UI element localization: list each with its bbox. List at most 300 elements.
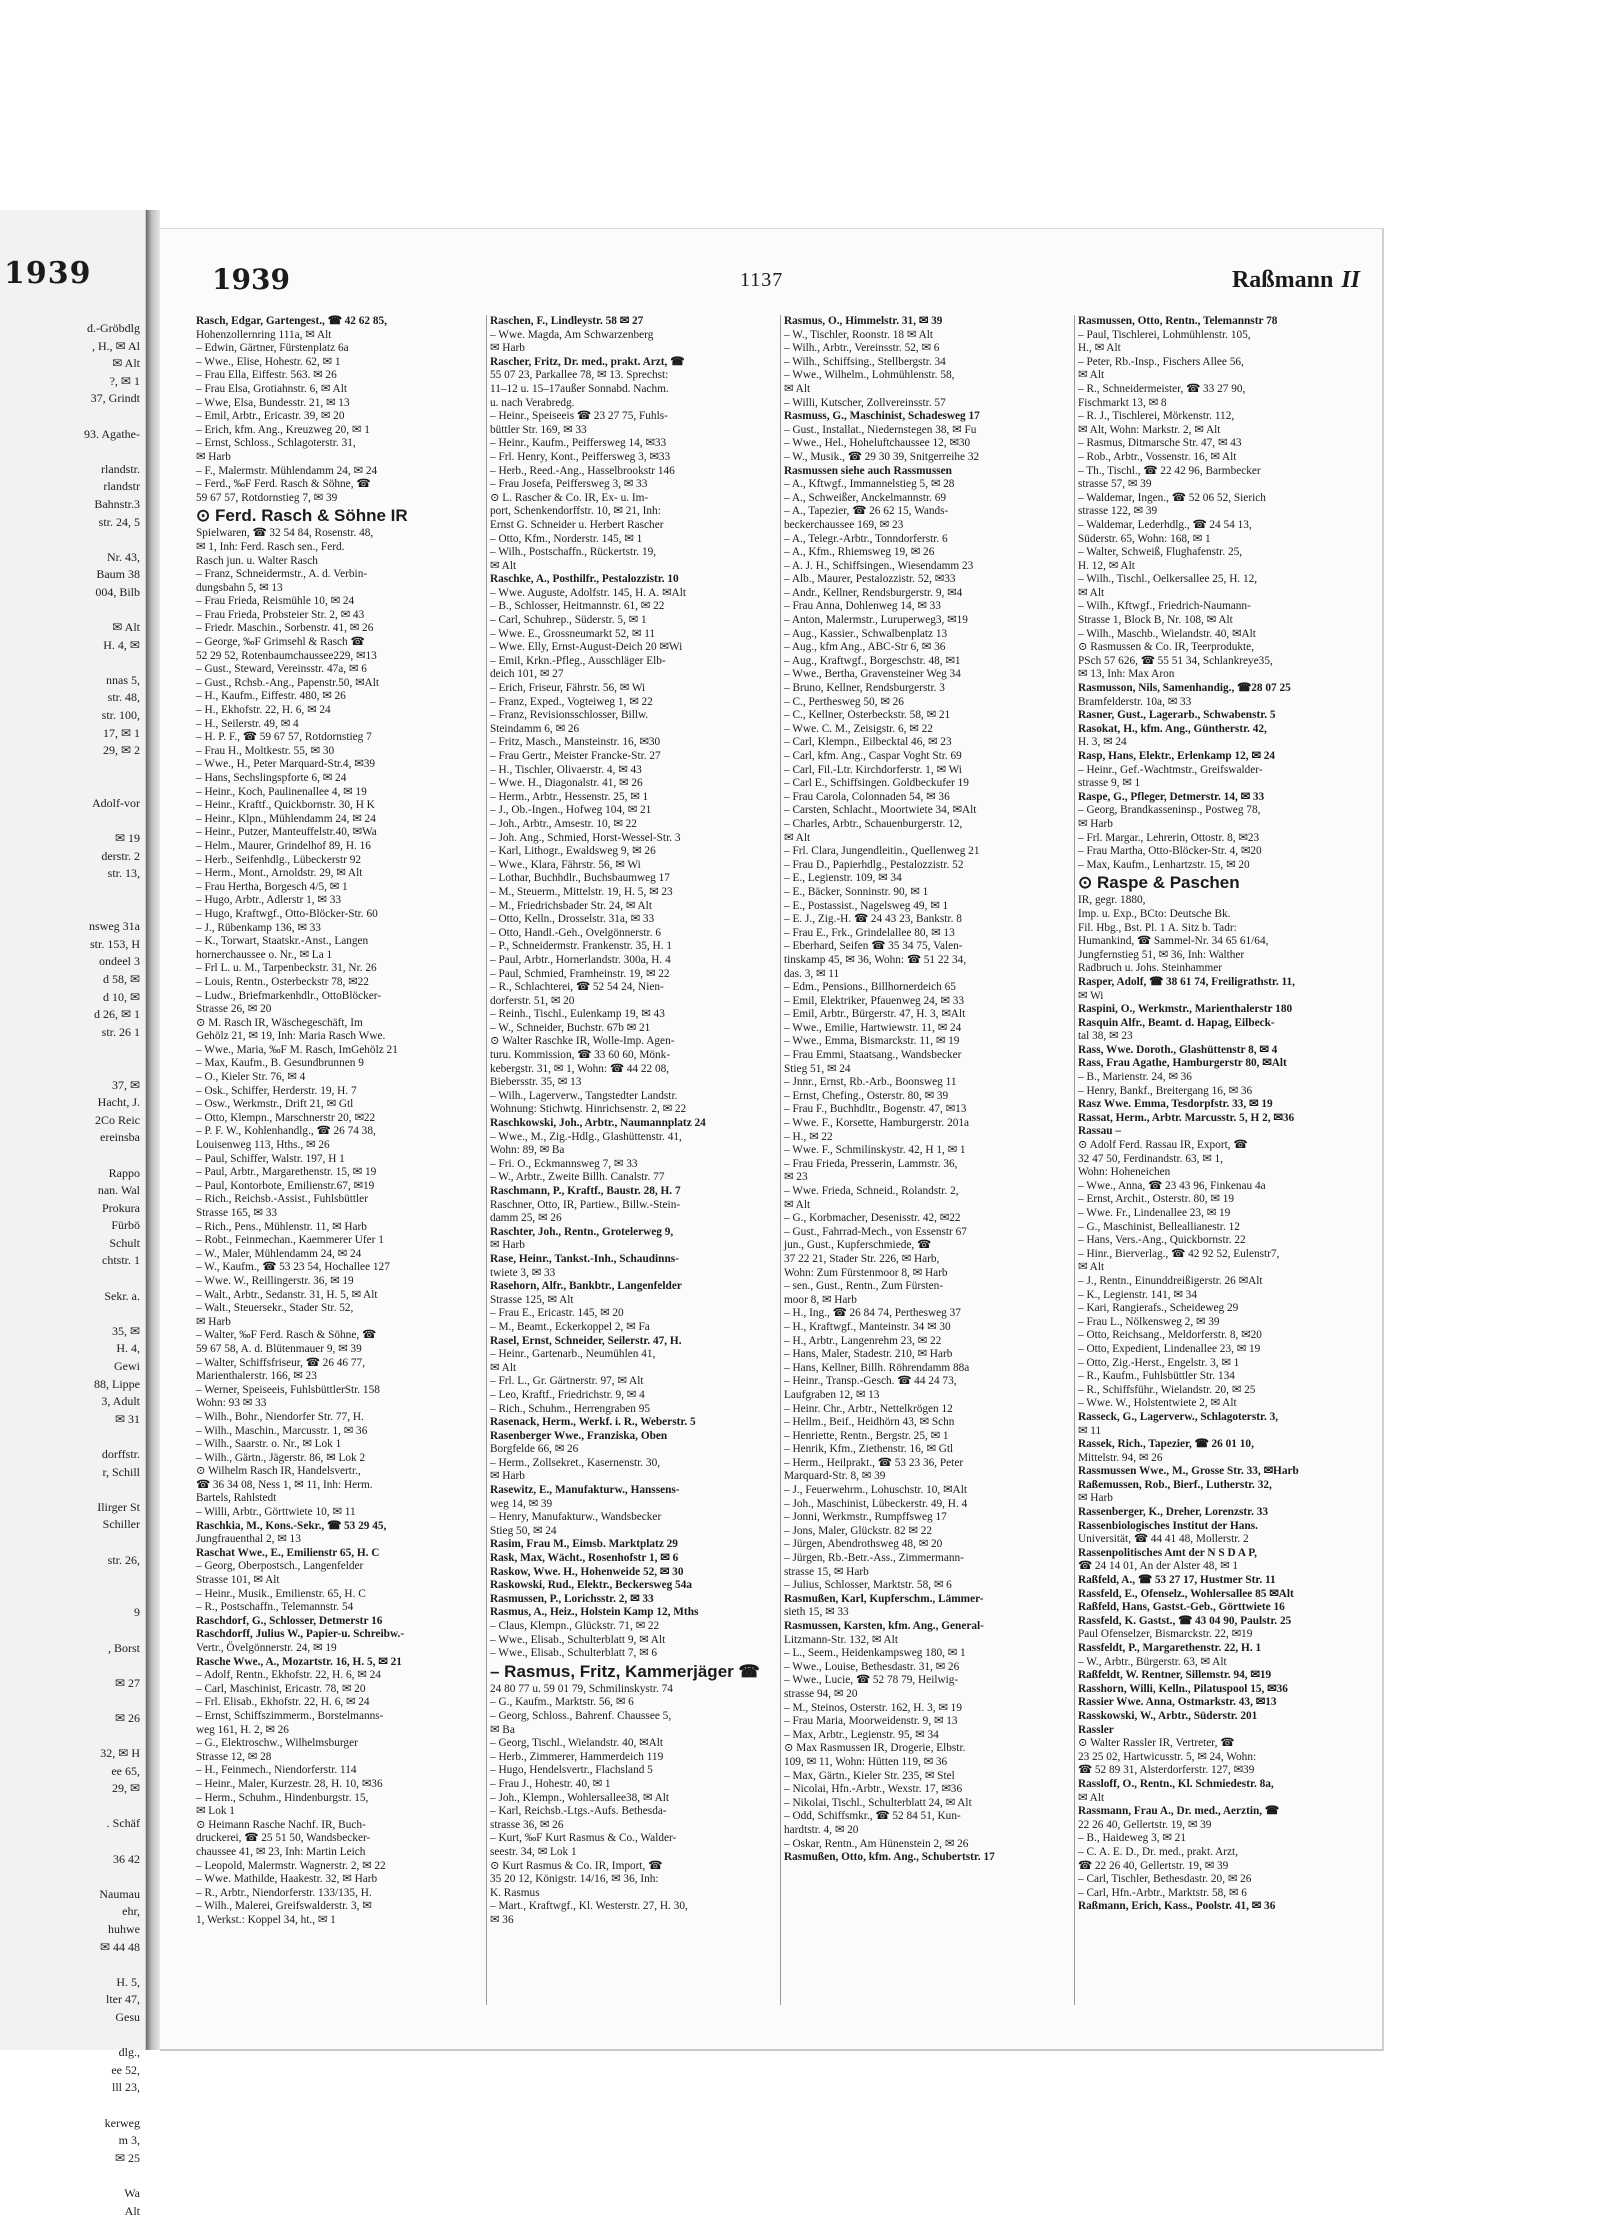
directory-entry: Louisenweg 113, Hths., ✉ 26 (196, 1139, 330, 1152)
facing-page-line: 29, ✉ 2 (102, 743, 140, 758)
directory-entry: – Herm., Zollsekret., Kasernenstr. 30, (490, 1456, 661, 1469)
directory-entry: kebergstr. 31, ✉ 1, Wohn: ☎ 44 22 08, (490, 1062, 670, 1075)
directory-entry: Fischmarkt 13, ✉ 8 (1078, 396, 1167, 409)
directory-entry: – Frl L. u. M., Tarpenbeckstr. 31, Nr. 26 (196, 962, 377, 975)
directory-entry: – Eberhard, Seifen ☎ 35 34 75, Valen- (784, 940, 963, 953)
directory-entry: – Rasmus, Ditmarsche Str. 47, ✉ 43 (1078, 437, 1242, 450)
directory-entry: – Wilh., Bohr., Niendorfer Str. 77, H. (196, 1410, 364, 1423)
facing-page-line: nnas 5, (106, 672, 140, 687)
directory-entry: – Otto, Kfm., Norderstr. 145, ✉ 1 (490, 532, 643, 545)
directory-entry: – Joh., Arbtr., Amsestr. 10, ✉ 22 (490, 817, 637, 830)
facing-page-line (4, 1833, 144, 1851)
facing-page-line: Rappo (108, 1165, 140, 1180)
facing-page-line: Alt (124, 2203, 140, 2218)
directory-entry: – G., Maschinist, Belleallianestr. 12 (1078, 1220, 1240, 1233)
directory-entry: – Emil, Krkn.-Pfleg., Ausschläger Elb- (490, 654, 666, 667)
directory-entry: – Wwe. Elly, Ernst-August-Deich 20 ✉Wi (490, 641, 683, 654)
facing-page-line: dorffstr. (101, 1447, 140, 1461)
directory-entry: weg 161, H. 2, ✉ 26 (196, 1723, 289, 1736)
directory-entry: Universität, ☎ 44 41 48, Mollerstr. 2 (1078, 1533, 1249, 1546)
directory-entry: – Franz, Schneidermstr., A. d. Verbin- (196, 568, 368, 581)
facing-page-line: derstr. 2 (101, 848, 140, 863)
facing-page-line (4, 1569, 144, 1587)
facing-page-line: lter 47, (106, 1992, 140, 2007)
facing-page-line: str. 153, H (89, 936, 140, 951)
directory-entry: – Karl, Reichsb.-Ltgs.-Aufs. Bethesda- (490, 1805, 667, 1818)
facing-page-line: d.-Gröbdlg (87, 321, 140, 335)
directory-entry: – Frau Anna, Dohlenweg 14, ✉ 33 (784, 600, 941, 613)
directory-entry: – Emil, Elektriker, Pfauenweg 24, ✉ 33 (784, 994, 964, 1007)
directory-entry: – Oskar, Rentn., Am Hünenstein 2, ✉ 26 (784, 1837, 969, 1850)
surname-entry: Raskow, Wwe. H., Hohenweide 52, ✉ 30 (490, 1565, 684, 1578)
directory-entry: Radbruch u. Johs. Steinhammer (1078, 962, 1223, 975)
directory-entry: – H., Seilerstr. 49, ✉ 4 (196, 717, 299, 730)
directory-entry: ✉ Alt (784, 382, 811, 395)
directory-entry: 37 22 21, Stader Str. 226, ✉ Harb, (784, 1252, 940, 1265)
directory-entry: – H., ✉ 22 (784, 1130, 833, 1143)
surname-entry: Rassler (1078, 1723, 1114, 1736)
directory-entry: Wohn: 89, ✉ Ba (490, 1144, 565, 1157)
directory-entry: – Peter, Rb.-Insp., Fischers Allee 56, (1078, 355, 1244, 368)
surname-entry: Rasmussen, Otto, Rentn., Telemannstr 78 (1078, 315, 1278, 327)
directory-entry: – Anton, Malermstr., Luruperweg3, ✉19 (784, 614, 968, 627)
surname-entry: Rasmußen, Otto, kfm. Ang., Schubertstr. 17 (784, 1851, 995, 1864)
facing-page-line: str. 24, 5 (98, 514, 140, 529)
directory-entry: ⊙ Walter Raschke IR, Wolle-Imp. Agen- (490, 1035, 675, 1048)
directory-entry: – Georg, Tischl., Wielandstr. 40, ✉Alt (490, 1737, 664, 1750)
facing-page-line: ✉ Alt (112, 356, 140, 371)
surname-entry: Raspini, O., Werkmstr., Marienthalerstr 180 (1078, 1003, 1293, 1016)
directory-entry: ✉ 1, Inh: Ferd. Rasch sen., Ferd. (196, 540, 345, 553)
directory-entry: Jungfernstieg 51, ✉ 36, Inh: Walther (1078, 948, 1245, 961)
directory-entry: – Frau E., Ericastr. 145, ✉ 20 (490, 1307, 624, 1320)
directory-entry: ✉ Alt (1078, 369, 1105, 382)
directory-entry: ✉ 11 (1078, 1424, 1102, 1437)
directory-entry: – Wwe., Wilhelm., Lohmühlenstr. 58, (784, 369, 955, 382)
directory-entry: – Wwe., Klara, Fährstr. 56, ✉ Wi (490, 858, 641, 871)
facing-page-line (4, 1622, 144, 1640)
directory-entry: – G., Korbmacher, Desenisstr. 42, ✉22 (784, 1212, 961, 1225)
directory-entry: – Aug., Kassier., Schwalbenplatz 13 (784, 627, 948, 640)
directory-entry: Strasse 101, ✉ Alt (196, 1574, 280, 1587)
directory-entry: sieth 15, ✉ 33 (784, 1606, 849, 1619)
directory-entry: strasse 57, ✉ 39 (1078, 478, 1152, 491)
facing-page-line (4, 813, 144, 831)
directory-entry: – Fritz, Masch., Mansteinstr. 16, ✉30 (490, 736, 661, 749)
facing-page-line: ✉ 19 (114, 831, 140, 846)
directory-entry: – Emil, Arbtr., Ericastr. 39, ✉ 20 (196, 410, 345, 423)
directory-entry: – Wwe. Fr., Lindenallee 23, ✉ 19 (1078, 1207, 1231, 1219)
directory-entry: – Edwin, Gärtner, Fürstenplatz 6a (196, 342, 349, 355)
facing-page-line: . Schäf (106, 1816, 140, 1831)
directory-entry: ✉ Harb (196, 1315, 231, 1328)
directory-entry: – Carl, Tischler, Bethesdastr. 20, ✉ 26 (1078, 1873, 1252, 1886)
directory-entry: – Wwe., Maria, ‰F M. Rasch, ImGehölz 21 (196, 1043, 398, 1056)
surname-entry: Rasmussen, P., Lorichsstr. 2, ✉ 33 (490, 1592, 654, 1605)
facing-page-line: 2Co Reic (95, 1112, 140, 1127)
directory-entry: – K., Legienstr. 141, ✉ 34 (1078, 1288, 1197, 1301)
directory-entry: ✉ Harb (490, 1239, 525, 1252)
surname-entry: Raschke, A., Posthilfr., Pestalozzistr. 10 (490, 573, 679, 586)
surname-entry: Rasenack, Herm., Werkf. i. R., Weberstr. 5 (490, 1416, 696, 1429)
directory-entry: – Bruno, Kellner, Rendsburgerstr. 3 (784, 682, 945, 695)
directory-entry: tinskamp 45, ✉ 36, Wohn: ☎ 51 22 34, (784, 953, 967, 966)
directory-entry: – Frau Josefa, Peiffersweg 3, ✉ 33 (490, 478, 648, 491)
directory-entry: – Waldemar, Lederhdlg., ☎ 24 54 13, (1078, 518, 1252, 531)
directory-entry: – Walter, Schweiß, Flughafenstr. 25, (1078, 546, 1243, 559)
surname-entry: Rasmussen, Karsten, kfm. Ang., General- (784, 1620, 984, 1632)
surname-entry: Rask, Max, Wächt., Rosenhofstr 1, ✉ 6 (490, 1552, 679, 1565)
directory-entry: 109, ✉ 11, Wohn: Hütten 119, ✉ 36 (784, 1755, 948, 1768)
facing-page-line: 32, ✉ H (100, 1746, 140, 1761)
directory-entry: – Lothar, Buchhdlr., Buchsbaumweg 17 (490, 872, 670, 885)
facing-page-line: Baum 38 (96, 567, 140, 582)
surname-entry: Rassenberger, K., Dreher, Lorenzstr. 33 (1078, 1506, 1269, 1519)
directory-entry: – Wwe., Elisab., Schulterblatt 9, ✉ Alt (490, 1633, 666, 1646)
directory-entry: – Wwe., Emma, Bismarckstr. 11, ✉ 19 (784, 1035, 960, 1048)
directory-entry: 59 67 58, A. d. Blütenmauer 9, ✉ 39 (196, 1342, 362, 1355)
directory-entry: – Wilh., Maschb., Wielandstr. 40, ✉Alt (1078, 627, 1256, 640)
surname-entry: Raschen, F., Lindleystr. 58 ✉ 27 (490, 315, 644, 327)
surname-entry: Rass, Wwe. Doroth., Glashüttenstr 8, ✉ 4 (1078, 1043, 1278, 1056)
surname-entry: Rasquin Alfr., Beamt. d. Hapag, Eilbeck- (1078, 1016, 1275, 1029)
directory-entry: – R., Kaufm., Fuhlsbüttler Str. 134 (1078, 1370, 1235, 1383)
directory-entry: – M., Friedrichsbader Str. 24, ✉ Alt (490, 899, 652, 912)
directory-entry: – Frau Ella, Eiffestr. 563. ✉ 26 (196, 369, 337, 382)
directory-entry: hornerchaussee o. Nr., ✉ La 1 (196, 948, 333, 961)
directory-entry: – J., Rentn., Einunddreißigerstr. 26 ✉Alt (1078, 1274, 1263, 1287)
directory-entry: – H., Kraftwgf., Manteinstr. 34 ✉ 30 (784, 1320, 951, 1333)
directory-entry: – Frau Elsa, Grotiahnstr. 6, ✉ Alt (196, 382, 347, 395)
directory-entry: 23 25 02, Hartwicusstr. 5, ✉ 24, Wohn: (1078, 1750, 1257, 1763)
directory-entry: – Wwe. H., Diagonalstr. 41, ✉ 26 (490, 777, 643, 790)
directory-entry: – Herb., Zimmerer, Hammerdeich 119 (490, 1750, 664, 1763)
directory-entry: Stieg 51, ✉ 24 (784, 1062, 851, 1075)
column-divider (486, 315, 487, 2005)
facing-page-line: Schiller (102, 1517, 140, 1532)
facing-page-line: 9 (134, 1605, 140, 1620)
directory-entry: – Rich., Reichsb.-Assist., Fuhlsbüttler (196, 1193, 368, 1206)
directory-entry: tal 38, ✉ 23 (1078, 1030, 1133, 1043)
directory-entry: ✉ Harb (490, 1470, 525, 1483)
directory-entry: 1, Werkst.: Koppel 34, ht., ✉ 1 (196, 1913, 336, 1926)
facing-page-line (4, 883, 144, 901)
directory-entry: ✉ 23 (784, 1171, 808, 1184)
directory-entry: – Aug., Kraftwgf., Borgeschstr. 48, ✉1 (784, 654, 961, 667)
directory-entry: – A., Telegr.-Arbtr., Tonndorferstr. 6 (784, 532, 948, 545)
surname-entry: Rasner, Gust., Lagerarb., Schwabenstr. 5 (1078, 709, 1276, 722)
surname-entry: Raschdorff, Julius W., Papier-u. Schreibw.- (196, 1628, 405, 1641)
directory-entry: – Frau J., Hohestr. 40, ✉ 1 (490, 1777, 611, 1790)
directory-entry: – Hugo, Hendelsvertr., Flachsland 5 (490, 1764, 653, 1777)
directory-entry: – Wilh., Saarstr. o. Nr., ✉ Lok 1 (196, 1438, 342, 1451)
directory-entry: – Nikolai, Tischl., Schulterblatt 24, ✉ Alt (784, 1796, 972, 1809)
directory-entry: – Ernst, Schiffszimmerm., Borstelmanns- (196, 1709, 384, 1722)
page-number: 1137 (740, 269, 784, 291)
facing-page-line: Gewi (114, 1359, 140, 1374)
facing-page-line: r, Schill (102, 1464, 140, 1479)
facing-page-line: Hacht, J. (97, 1095, 140, 1110)
directory-entry: – Helm., Maurer, Grindelhof 89, H. 16 (196, 839, 371, 852)
directory-entry: – Herm., Mont., Arnoldstr. 29, ✉ Alt (196, 867, 363, 880)
directory-entry: – Gust., Installat., Niedernstegen 38, ✉ Fu (784, 423, 977, 436)
directory-entry: – Wilh., Kftwgf., Friedrich-Naumann- (1078, 600, 1251, 613)
facing-page-line: Nr. 43, (107, 549, 140, 564)
directory-entry: – Carl E., Schiffsingen. Goldbeckufer 19 (784, 777, 969, 790)
facing-page-line: Ilirger St (97, 1499, 140, 1514)
directory-entry: – H., Ing., ☎ 26 84 74, Perthesweg 37 (784, 1307, 961, 1320)
directory-entry: – Carl, kfm. Ang., Caspar Voght Str. 69 (784, 750, 962, 762)
facing-page-line: ehr, (122, 1904, 140, 1919)
surname-entry: Rassier Wwe. Anna, Ostmarkstr. 43, ✉13 (1078, 1696, 1277, 1709)
directory-entry: – B., Haideweg 3, ✉ 21 (1078, 1832, 1186, 1845)
directory-entry: 24 80 77 u. 59 01 79, Schmilinskystr. 74 (490, 1682, 673, 1695)
firm-display-entry: – Rasmus, Fritz, Kammerjäger ☎ (490, 1661, 760, 1681)
facing-page-year: 1939 (4, 256, 92, 291)
directory-entry: – K., Torwart, Staatskr.-Anst., Langen (196, 935, 369, 948)
facing-page-line (4, 2027, 144, 2045)
directory-entry: – W., Tischler, Roonstr. 18 ✉ Alt (784, 328, 933, 341)
directory-entry: – Otto, Zig.-Herst., Engelstr. 3, ✉ 1 (1078, 1356, 1240, 1369)
surname-entry: Rassenpolitisches Amt der N S D A P, (1078, 1546, 1257, 1559)
directory-entry: strasse 36, ✉ 26 (490, 1818, 564, 1831)
directory-entry: Wohn: 93 ✉ 33 (196, 1397, 267, 1410)
surname-entry: Rasskowski, W., Arbtr., Süderstr. 201 (1078, 1709, 1258, 1722)
facing-page-line: Prokura (102, 1200, 140, 1215)
surname-entry: Raßfeld, A., ☎ 53 27 17, Hustmer Str. 11 (1078, 1574, 1276, 1587)
surname-entry: Rasshorn, Willi, Kelln., Pilatuspool 15, ✉36 (1078, 1682, 1288, 1695)
directory-entry: – Wwe., Bertha, Gravensteiner Weg 34 (784, 668, 961, 681)
directory-entry: – C., Kellner, Osterbeckstr. 58, ✉ 21 (784, 709, 951, 722)
directory-entry: – Robt., Feinmechan., Kaemmerer Ufer 1 (196, 1234, 384, 1247)
directory-entry: – A. J. H., Schiffsingen., Wiesendamm 23 (784, 559, 974, 572)
surname-entry: Rasmußen, Karl, Kupferschm., Lämmer- (784, 1592, 984, 1605)
facing-page-line: str. 26, (107, 1552, 140, 1567)
directory-entry: – Wwe, Elsa, Bundesstr. 21, ✉ 13 (196, 396, 350, 409)
directory-entry: Steindamm 6, ✉ 26 (490, 722, 580, 735)
directory-entry: Strasse 26, ✉ 20 (196, 1003, 272, 1016)
directory-entry: – Hans, Sechslingspforte 6, ✉ 24 (196, 772, 347, 784)
facing-page-text (4, 320, 144, 2220)
directory-entry: Gehölz 21, ✉ 19, Inh: Maria Rasch Wwe. (196, 1030, 386, 1043)
directory-entry: – W., Musik., ☎ 29 30 39, Snitgerreihe 32 (784, 450, 980, 463)
directory-entry: ✉ Alt (784, 831, 811, 844)
surname-entry: Raschat Wwe., E., Emilienstr 65, H. C (196, 1546, 380, 1559)
directory-entry: – Wwe., Hel., Hoheluftchaussee 12, ✉30 (784, 437, 971, 450)
facing-page-line: Naumau (99, 1886, 140, 1901)
directory-entry: – Max, Arbtr., Legienstr. 95, ✉ 34 (784, 1728, 939, 1741)
directory-entry: – J., Ob.-Ingen., Hofweg 104, ✉ 21 (490, 804, 652, 817)
directory-entry: Wohn: Hoheneichen (1078, 1166, 1171, 1179)
column-3 (784, 315, 1071, 2015)
directory-entry: – Joh., Klempn., Wohlersallee38, ✉ Alt (490, 1791, 670, 1804)
facing-page-line: str. 13, (107, 866, 140, 881)
directory-entry: – George, ‰F Grimsehl & Rasch ☎ (196, 636, 365, 649)
directory-entry: – Rob., Arbtr., Vossenstr. 16, ✉ Alt (1078, 450, 1237, 463)
directory-entry: – Hugo, Arbtr., Adlerstr 1, ✉ 33 (196, 894, 342, 907)
facing-page-line (4, 1728, 144, 1746)
facing-page-line: Sekr. a. (104, 1288, 140, 1303)
directory-entry: – Carl, Fil.-Ltr. Kirchdorferstr. 1, ✉ Wi (784, 763, 962, 776)
directory-entry: – Wwe. E., Grossneumarkt 52, ✉ 11 (490, 627, 656, 640)
directory-entry: ✉ Alt (1078, 586, 1105, 599)
facing-page-line (4, 1270, 144, 1288)
directory-entry: – G., Elektroschw., Wilhelmsburger (196, 1737, 358, 1750)
directory-entry: – Wilh., Lagerverw., Tangstedter Landstr. (490, 1089, 678, 1102)
directory-entry: – Charles, Arbtr., Schauenburgerstr. 12, (784, 817, 963, 830)
directory-entry: – Paul, Schiffer, Walstr. 197, H 1 (196, 1152, 345, 1165)
directory-entry: 52 29 52, Rotenbaumchaussee229, ✉13 (196, 649, 377, 662)
directory-entry: – Herm., Schuhm., Hindenburgstr. 15, (196, 1791, 369, 1804)
directory-entry: – R., Schiffsführ., Wielandstr. 20, ✉ 25 (1078, 1383, 1256, 1396)
directory-entry: – P., Schneidermstr. Frankenstr. 35, H. 1 (490, 940, 672, 953)
directory-entry: – C. A. E. D., Dr. med., prakt. Arzt, (1078, 1845, 1239, 1858)
facing-page-line (4, 1657, 144, 1675)
directory-entry: – Odd, Schiffsmkr., ☎ 52 84 51, Kun- (784, 1810, 961, 1823)
directory-entry: – Franz, Exped., Vogteiweg 1, ✉ 22 (490, 695, 653, 708)
facing-page-line: 37, Grindt (90, 391, 140, 406)
surname-entry: Rasewitz, E., Manufakturw., Hanssens- (490, 1484, 680, 1497)
facing-page-line (4, 1534, 144, 1552)
surname-entry: Raspe, G., Pfleger, Detmerstr. 14, ✉ 33 (1078, 790, 1265, 803)
directory-entry: – Rich., Pens., Mühlenstr. 11, ✉ Harb (196, 1220, 367, 1233)
surname-entry: Rasmus, A., Heiz., Holstein Kamp 12, Mths (490, 1606, 699, 1619)
facing-page-line: 29, ✉ (111, 1781, 140, 1796)
directory-entry: – Ernst, Schloss., Schlagoterstr. 31, (196, 437, 356, 450)
directory-entry: – Walt., Arbtr., Sedanstr. 31, H. 5, ✉ Alt (196, 1288, 378, 1301)
directory-entry: – E. J., Zig.-H. ☎ 24 43 23, Bankstr. 8 (784, 913, 962, 926)
directory-entry: dungsbahn 5, ✉ 13 (196, 581, 283, 594)
binding-gutter (146, 210, 160, 2050)
surname-entry: Rassfeld, K. Gastst., ☎ 43 04 90, Paulstr. 25 (1078, 1614, 1292, 1627)
directory-entry: – Heinr., Gef.-Wachtmstr., Greifswalder- (1078, 763, 1263, 776)
directory-entry: Fil. Hbg., Bst. Pl. 1 A. Sitz b. Tadr: (1078, 921, 1237, 934)
directory-entry: – Wwe. W., Holstentwiete 2, ✉ Alt (1078, 1397, 1237, 1410)
directory-entry: – Carl, Hfn.-Arbtr., Marktstr. 58, ✉ 6 (1078, 1886, 1247, 1899)
directory-entry: ✉ Alt (490, 1361, 517, 1374)
firm-display-entry: ⊙ Ferd. Rasch & Söhne IR (196, 506, 408, 526)
directory-entry: – Wwe. F., Schmilinskystr. 42, H 1, ✉ 1 (784, 1144, 966, 1157)
directory-entry: – E., Bäcker, Sonninstr. 90, ✉ 1 (784, 885, 929, 898)
facing-page-line: ondeel 3 (99, 954, 140, 969)
directory-entry: Spielwaren, ☎ 32 54 84, Rosenstr. 48, (196, 527, 374, 540)
directory-entry: – A., Kfm., Rhiemsweg 19, ✉ 26 (784, 546, 935, 559)
directory-entry: Hohenzollernring 111a, ✉ Alt (196, 328, 332, 341)
surname-entry: Rassau – (1078, 1125, 1122, 1138)
directory-entry: ☎ 52 89 31, Alsterdorferstr. 127, ✉39 (1078, 1764, 1255, 1777)
directory-entry: – Frau H., Moltkestr. 55, ✉ 30 (196, 744, 335, 757)
facing-page-line: d 10, ✉ (102, 989, 140, 1004)
running-head-name: Raßmann (1231, 267, 1334, 293)
directory-entry: – Heinr., Kaufm., Peiffersweg 14, ✉33 (490, 437, 667, 450)
directory-entry: beckerchaussee 169, ✉ 23 (784, 518, 904, 531)
facing-page-line: rlandstr (103, 479, 140, 494)
directory-page (160, 228, 1384, 2051)
directory-entry: büttler Str. 169, ✉ 33 (490, 423, 587, 436)
directory-entry: – Hans, Maler, Stadestr. 210, ✉ Harb (784, 1348, 953, 1361)
facing-page-line: str. 100, (101, 708, 140, 723)
directory-entry: – W., Schneider, Buchstr. 67b ✉ 21 (490, 1021, 651, 1034)
directory-entry: H., ✉ Alt (1078, 342, 1121, 355)
surname-entry: Raßmann, Erich, Kass., Poolstr. 41, ✉ 36 (1078, 1900, 1276, 1913)
directory-entry: strasse 15, ✉ Harb (784, 1565, 869, 1578)
directory-entry: – Wwe., Emilie, Hartwiewstr. 11, ✉ 24 (784, 1021, 962, 1034)
facing-page-line: rlandstr. (101, 461, 140, 476)
directory-entry: – A., Tapezier, ☎ 26 62 15, Wands- (784, 505, 949, 518)
directory-entry: – sen., Gust., Rentn., Zum Fürsten- (784, 1280, 944, 1293)
directory-entry: – Ernst, Archit., Osterstr. 80, ✉ 19 (1078, 1193, 1234, 1206)
column-divider (780, 315, 781, 2005)
directory-entry: – P. F. W., Kohlenhandlg., ☎ 26 74 38, (196, 1125, 376, 1138)
directory-entry: strasse 94, ✉ 20 (784, 1687, 858, 1700)
column-1 (196, 315, 483, 2015)
facing-page-line: ✉ 44 48 (99, 1939, 140, 1954)
facing-page-line (4, 602, 144, 620)
directory-entry: – Henry, Manufakturw., Wandsbecker (490, 1511, 662, 1524)
directory-entry: – Frau Frieda, Reismühle 10, ✉ 24 (196, 595, 355, 608)
directory-entry: – Wilh., Schiffsing., Stellbergstr. 34 (784, 355, 946, 368)
facing-page-line: H. 4, ✉ (103, 637, 140, 652)
directory-entry: PSch 57 626, ☎ 55 51 34, Schlankreye35, (1078, 654, 1273, 667)
directory-entry: – Wwe. C. M., Zeisigstr. 6, ✉ 22 (784, 722, 933, 735)
directory-entry: – Heinr., Gartenarb., Neumühlen 41, (490, 1348, 656, 1361)
directory-entry: Strasse 125, ✉ Alt (490, 1293, 574, 1306)
directory-entry: – Jürgen, Abendrothsweg 48, ✉ 20 (784, 1538, 943, 1551)
directory-entry: Rasch jun. u. Walter Rasch (196, 554, 318, 567)
directory-entry: – Heinr. Chr., Arbtr., Nettelkrögen 12 (784, 1402, 953, 1415)
surname-entry: Rasz Wwe. Emma, Tesdorpfstr. 33, ✉ 19 (1078, 1098, 1273, 1111)
directory-entry: Paul Ofenselzer, Bismarckstr. 22, ✉19 (1078, 1628, 1253, 1641)
facing-page-line (4, 1587, 144, 1605)
facing-page-line: 36 42 (113, 1851, 140, 1866)
scan-frame (0, 60, 1600, 2218)
directory-entry: – Frau D., Papierhdlg., Pestalozzistr. 52 (784, 858, 964, 871)
directory-entry: – Wilh., Gärtn., Jägerstr. 86, ✉ Lok 2 (196, 1451, 366, 1464)
directory-entry: – R. J., Tischlerei, Mörkenstr. 112, (1078, 410, 1235, 423)
directory-entry: – Hugo, Kraftwgf., Otto-Blöcker-Str. 60 (196, 907, 378, 920)
directory-entry: port, Schenkendorffstr. 10, ✉ 21, Inh: (490, 505, 661, 518)
facing-page-line: ✉ 26 (114, 1710, 140, 1725)
directory-entry: – Otto, Handl.-Geh., Ovelgönnerstr. 6 (490, 926, 661, 939)
directory-entry: – Georg, Schloss., Bahrenf. Chaussee 5, (490, 1709, 672, 1722)
surname-entry: Raschter, Joh., Rentn., Grotelerweg 9, (490, 1225, 674, 1238)
directory-entry: – J., Rübenkamp 136, ✉ 33 (196, 921, 321, 934)
directory-entry: Marquard-Str. 8, ✉ 39 (784, 1470, 886, 1483)
directory-entry: ✉ Alt (1078, 1261, 1105, 1274)
surname-entry: Raßfeldt, W. Rentner, Sillemstr. 94, ✉19 (1078, 1669, 1272, 1682)
directory-entry: hardtstr. 4, ✉ 20 (784, 1823, 859, 1836)
directory-entry: – Wwe., H., Peter Marquard-Str.4, ✉39 (196, 758, 375, 771)
directory-entry: – Heinr., Speiseeis ☎ 23 27 75, Fuhls- (490, 410, 668, 423)
surname-entry: Rasmus, O., Himmelstr. 31, ✉ 39 (784, 315, 943, 327)
directory-entry: – Carl, Klempn., Eilbecktal 46, ✉ 23 (784, 736, 952, 749)
directory-entry: 11–12 u. 15–17außer Sonnabd. Nachm. (490, 382, 669, 395)
directory-entry: – Paul, Tischlerei, Lohmühlenstr. 105, (1078, 328, 1251, 341)
directory-entry: – Herb., Reed.-Ang., Hasselbrookstr 146 (490, 464, 675, 477)
directory-entry: – Paul, Arbtr., Hornerlandstr. 300a, H. 4 (490, 953, 671, 966)
directory-entry: – Heinr., Kraftf., Quickbornstr. 30, H K (196, 799, 375, 812)
directory-entry: Strasse 1, Block B, Nr. 108, ✉ Alt (1078, 614, 1233, 627)
surname-entry: Rassat, Herm., Arbtr. Marcusstr. 5, H 2, ✉36 (1078, 1111, 1295, 1124)
surname-entry: Rasche Wwe., A., Mozartstr. 16, H. 5, ✉ 21 (196, 1655, 402, 1668)
directory-entry: ⊙ Rasmussen & Co. IR, Teerprodukte, (1078, 641, 1255, 654)
directory-entry: druckerei, ☎ 25 51 50, Wandsbecker- (196, 1832, 371, 1845)
directory-entry: – Ferd., ‰F Ferd. Rasch & Söhne, ☎ (196, 478, 371, 491)
surname-entry: Rascher, Fritz, Dr. med., prakt. Arzt, ☎ (490, 355, 685, 368)
directory-entry: – Wwe., Elise, Hohestr. 62, ✉ 1 (196, 355, 341, 368)
directory-entry: – Henriette, Rentn., Bergstr. 25, ✉ 1 (784, 1429, 949, 1442)
directory-entry: – Reinh., Tischl., Eulenkamp 19, ✉ 43 (490, 1008, 665, 1021)
